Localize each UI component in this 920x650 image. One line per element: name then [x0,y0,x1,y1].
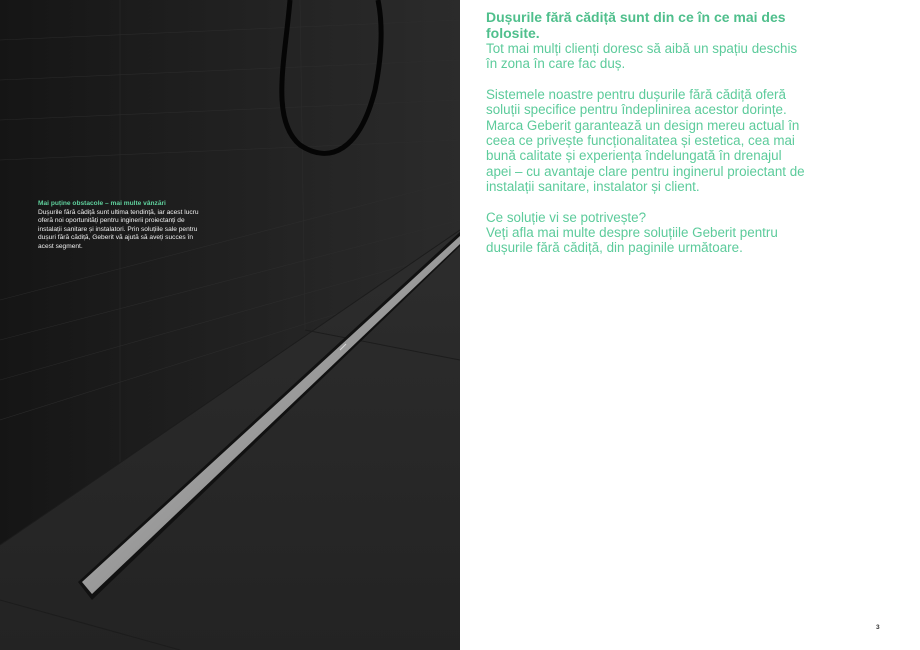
caption-body: Dușurile fără cădiță sunt ultima tendință, iar acest lucru oferă noi oportunități pentru inginerii proiectanți de instalații sanitare și instalatori. Prin soluțiile sale pentru dușuri fără cădiță, Geberit vă ajută să aveți succes în acest segment. [38,208,199,250]
body-paragraph: Sistemele noastre pentru dușurile fără cădiță oferă soluții specifice pentru îndeplinirea acestor dorințe. Marca Geberit garantează un design mereu actual în ceea ce privește funcționalitatea și estetica, cea mai bună calitate și experiența îndelungată în drenajul apei – cu avantaje clare pentru inginerul proiectant de instalații sanitare, instalator și client. [486,86,805,195]
intro-paragraph: Tot mai mulți clienți doresc să aibă un spațiu deschis în zona în care fac duș. [486,41,798,72]
question-line: Ce soluție vi se potrivește? [486,209,647,225]
page-number: 3 [876,624,880,631]
answer-paragraph: Veți afla mai multe despre soluțiile Geberit pentru dușurile fără cădiță, din paginile următoare. [486,225,778,256]
photo-caption [38,200,208,252]
caption-heading: Mai puține obstacole – mai multe vânzări [38,200,166,207]
article-text [486,10,806,256]
headline: Dușurile fără cădiță sunt din ce în ce mai des folosite. [486,9,786,41]
